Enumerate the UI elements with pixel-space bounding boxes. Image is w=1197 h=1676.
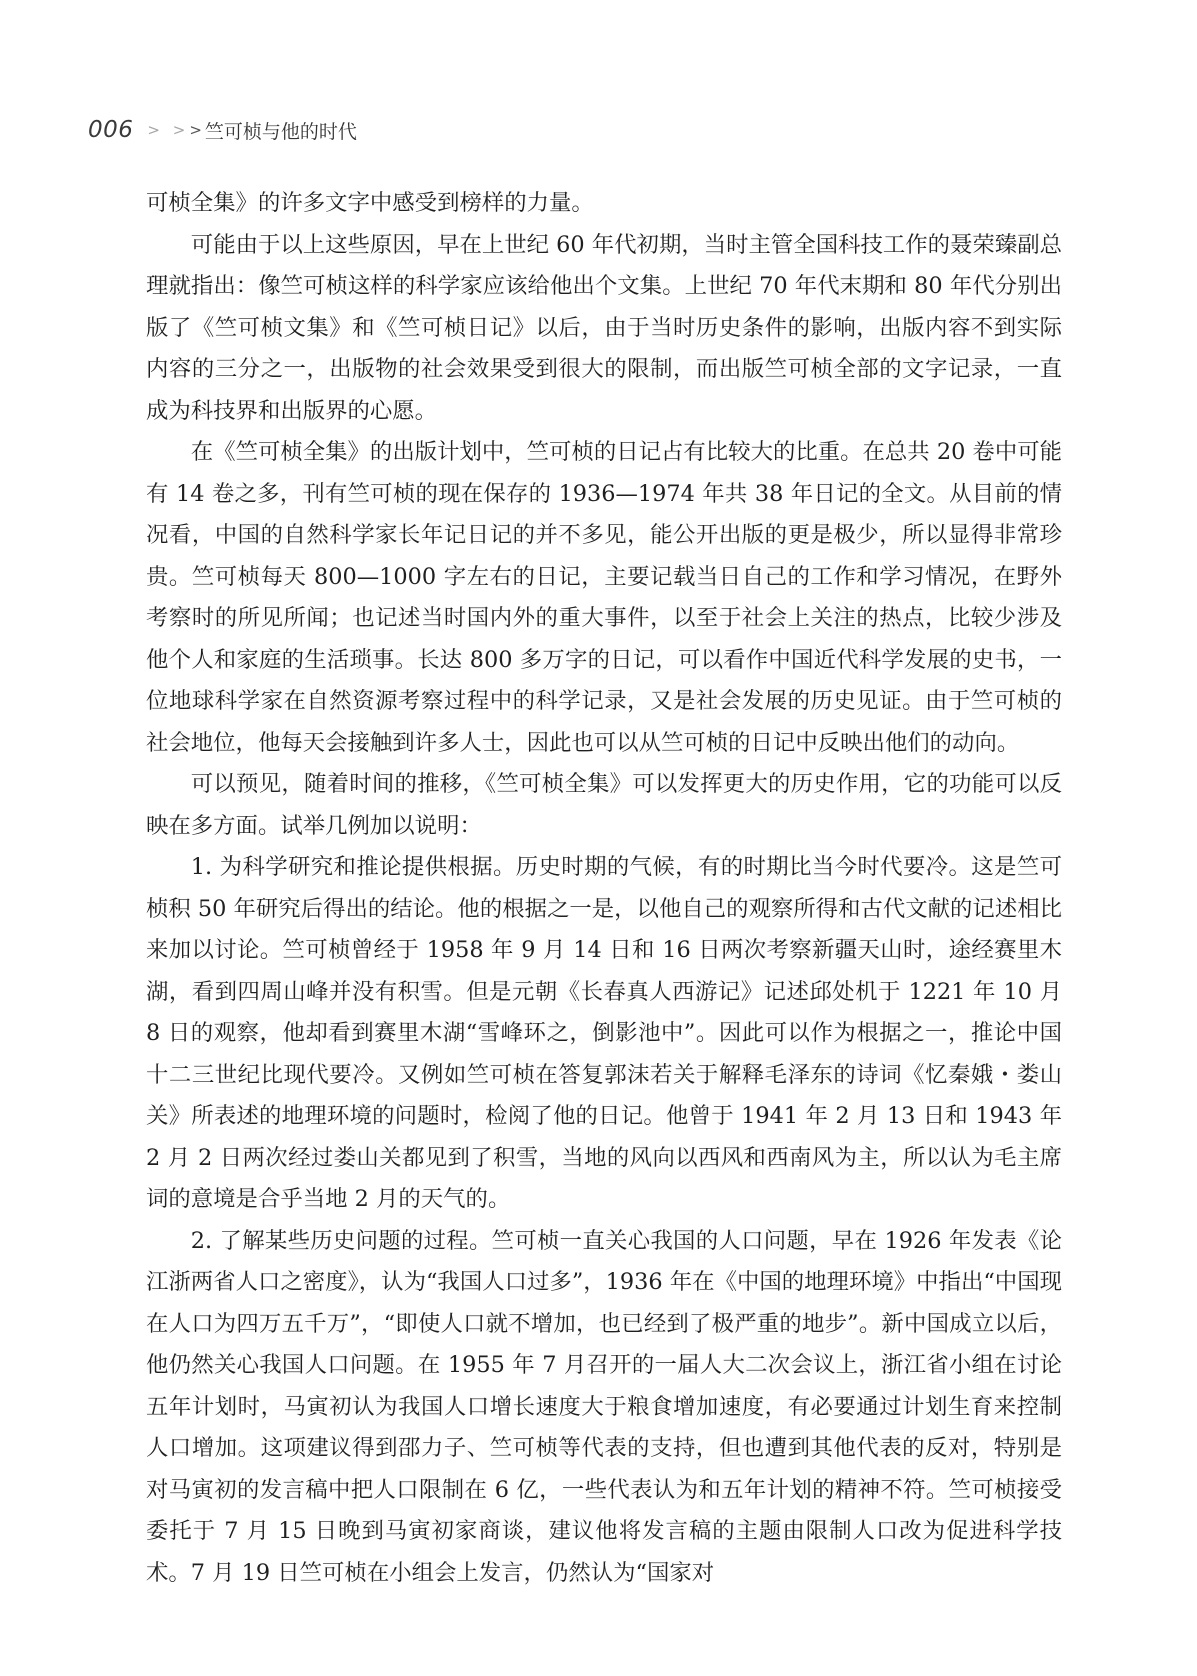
paragraph-numbered-2: 2. 了解某些历史问题的过程。竺可桢一直关心我国的人口问题，早在 1926 年发表《论江浙两省人口之密度》，认为“我国人口过多”，1936 年在《中国的地理环境》中指出“中国现在人口为四万五千万”，“即使人口就不增加，也已经到了极严重的地步”。新中国成立以后，他仍然关心我国人口问题。在 1955 年 7 月召开的一届人大二次会议上，浙江省小组在讨论五年计划时，马寅初认为我国人口增长速度大于粮食增加速度，有必要通过计划生育来控制人口增加。这项建议得到邵力子、竺可桢等代表的支持，但也遭到其他代表的反对，特别是对马寅初的发言稿中把人口限制在 6 亿，一些代表认为和五年计划的精神不符。竺可桢接受委托于 7 月 15 日晚到马寅初家商谈，建议他将发言稿的主题由限制人口改为促进科学技术。7 月 19 日竺可桢在小组会上发言，仍然认为“国家对	[146, 1227, 1062, 1586]
running-header	[88, 113, 357, 147]
paragraph: 可以预见，随着时间的推移，《竺可桢全集》可以发挥更大的历史作用，它的功能可以反映在多方面。试举几例加以说明：	[146, 771, 1062, 839]
paragraph-numbered-1: 1. 为科学研究和推论提供根据。历史时期的气候，有的时期比当今时代要冷。这是竺可桢积 50 年研究后得出的结论。他的根据之一是，以他自己的观察所得和古代文献的记述相比来加以讨论。竺可桢曾经于 1958 年 9 月 14 日和 16 日两次考察新疆天山时，途经赛里木湖，看到四周山峰并没有积雪。但是元朝《长春真人西游记》记述邱处机于 1221 年 10 月 8 日的观察，他却看到赛里木湖“雪峰环之，倒影池中”。因此可以作为根据之一，推论中国十二三世纪比现代要冷。又例如竺可桢在答复郭沫若关于解释毛泽东的诗词《忆秦娥・娄山关》所表述的地理环境的问题时，检阅了他的日记。他曾于 1941 年 2 月 13 日和 1943 年 2 月 2 日两次经过娄山关都见到了积雪，当地的风向以西风和西南风为主，所以认为毛主席词的意境是合乎当地 2 月的天气的。	[146, 854, 1062, 1212]
paragraph: 可能由于以上这些原因，早在上世纪 60 年代初期，当时主管全国科技工作的聂荣臻副总理就指出：像竺可桢这样的科学家应该给他出个文集。上世纪 70 年代末期和 80 年代分别出版了《竺可桢文集》和《竺可桢日记》以后，由于当时历史条件的影响，出版内容不到实际内容的三分之一，出版物的社会效果受到很大的限制，而出版竺可桢全部的文字记录，一直成为科技界和出版界的心愿。	[146, 231, 1062, 424]
book-title: 竺可桢与他的时代	[204, 120, 357, 143]
paragraph-continued: 可桢全集》的许多文字中感受到榜样的力量。	[146, 190, 594, 216]
header-separator-arrow: >	[189, 121, 202, 139]
header-separator: > >	[147, 121, 190, 139]
paragraph: 在《竺可桢全集》的出版计划中，竺可桢的日记占有比较大的比重。在总共 20 卷中可能有 14 卷之多，刊有竺可桢的现在保存的 1936—1974 年共 38 年日记的全文。从目前的情况看，中国的自然科学家长年记日记的并不多见，能公开出版的更是极少，所以显得非常珍贵。竺可桢每天 800—1000 字左右的日记，主要记载当日自己的工作和学习情况，在野外考察时的所见所闻；也记述当时国内外的重大事件，以至于社会上关注的热点，比较少涉及他个人和家庭的生活琐事。长达 800 多万字的日记，可以看作中国近代科学发展的史书，一位地球科学家在自然资源考察过程中的科学记录，又是社会发展的历史见证。由于竺可桢的社会地位，他每天会接触到许多人士，因此也可以从竺可桢的日记中反映出他们的动向。	[146, 439, 1062, 756]
page-number: 006	[88, 117, 134, 143]
body-text	[146, 183, 1062, 1594]
